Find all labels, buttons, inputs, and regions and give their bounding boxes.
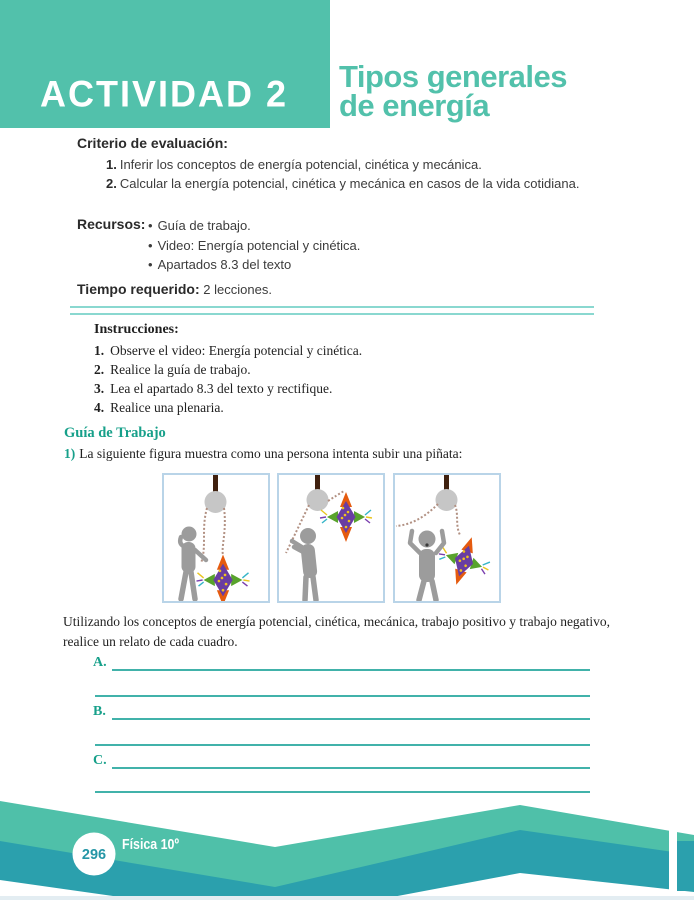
footer-ribbon <box>0 785 694 900</box>
question-1-number: 1) <box>64 446 76 461</box>
evaluation-criteria-section <box>77 135 579 193</box>
page-number: 296 <box>81 847 107 863</box>
bullet-icon: • <box>148 257 153 272</box>
pinata-scene-waiting-icon <box>164 475 268 601</box>
criteria-heading: Criterio de evaluación: <box>77 135 228 151</box>
figure-panel-2 <box>277 473 385 603</box>
task-prompt <box>63 612 673 652</box>
task-prompt-line1: Utilizando los conceptos de energía potencial, cinética, mecánica, trabajo positivo y trabajo negativo, <box>63 614 611 629</box>
criteria-item: 1. Inferir los conceptos de energía potencial, cinética y mecánica. <box>106 157 482 172</box>
resources-list <box>148 216 360 275</box>
criteria-item: 2. Calcular la energía potencial, cinética y mecánica en casos de la vida cotidiana. <box>106 175 580 191</box>
answer-blank-line <box>112 669 590 671</box>
footer-edge-tab <box>677 841 694 891</box>
time-required <box>77 281 272 297</box>
figure-panel-1 <box>162 473 270 603</box>
instruction-item: 3. Lea el apartado 8.3 del texto y rectifique. <box>94 381 333 396</box>
answer-blank-line <box>95 695 590 697</box>
footer-subject: Física 10º <box>122 836 180 853</box>
instructions-heading: Instrucciones: <box>94 322 179 337</box>
resources-label: Recursos: <box>77 216 146 232</box>
activity-header-band <box>0 0 330 128</box>
task-prompt-line2: realice un relato de cada cuadro. <box>63 634 238 649</box>
answer-blank-line <box>112 767 590 769</box>
page-title-line2: de energía <box>339 88 490 123</box>
instructions-section <box>94 322 362 417</box>
answer-blank-line <box>95 744 590 746</box>
answer-label-c: C. <box>93 753 107 768</box>
footer-ribbon-gap <box>669 823 677 895</box>
figure-panel-3 <box>393 473 501 603</box>
page-title <box>339 59 567 123</box>
pinata-scene-pulling-icon <box>279 475 383 601</box>
instructions-list <box>94 341 362 417</box>
resource-item: • Video: Energía potencial y cinética. <box>148 237 361 253</box>
bullet-icon: • <box>148 237 153 253</box>
time-required-value: 2 lecciones. <box>203 282 272 297</box>
pinata-scene-released-icon <box>395 475 499 601</box>
answer-label-a: A. <box>93 655 107 670</box>
activity-label: ACTIVIDAD 2 <box>39 72 289 115</box>
resource-item: • Apartados 8.3 del texto <box>148 257 292 272</box>
question-1: 1) La siguiente figura muestra como una persona intenta subir una piñata: <box>64 446 463 461</box>
resource-item: • Guía de trabajo. <box>148 218 251 233</box>
work-guide-heading: Guía de Trabajo <box>64 425 166 441</box>
answer-blank-line <box>112 718 590 720</box>
separator-line <box>70 306 594 308</box>
instruction-item: 4. Realice una plenaria. <box>94 400 224 415</box>
answer-label-b: B. <box>93 704 106 719</box>
page-bottom-edge <box>0 896 694 900</box>
separator-line <box>70 313 594 315</box>
bullet-icon: • <box>148 218 153 233</box>
instruction-item: 2. Realice la guía de trabajo. <box>94 362 251 377</box>
instruction-item: 1. Observe el video: Energía potencial y cinética. <box>94 343 363 358</box>
time-required-label: Tiempo requerido: <box>77 281 200 297</box>
page-title-line1: Tipos generales <box>339 59 567 94</box>
criteria-list <box>106 156 579 193</box>
